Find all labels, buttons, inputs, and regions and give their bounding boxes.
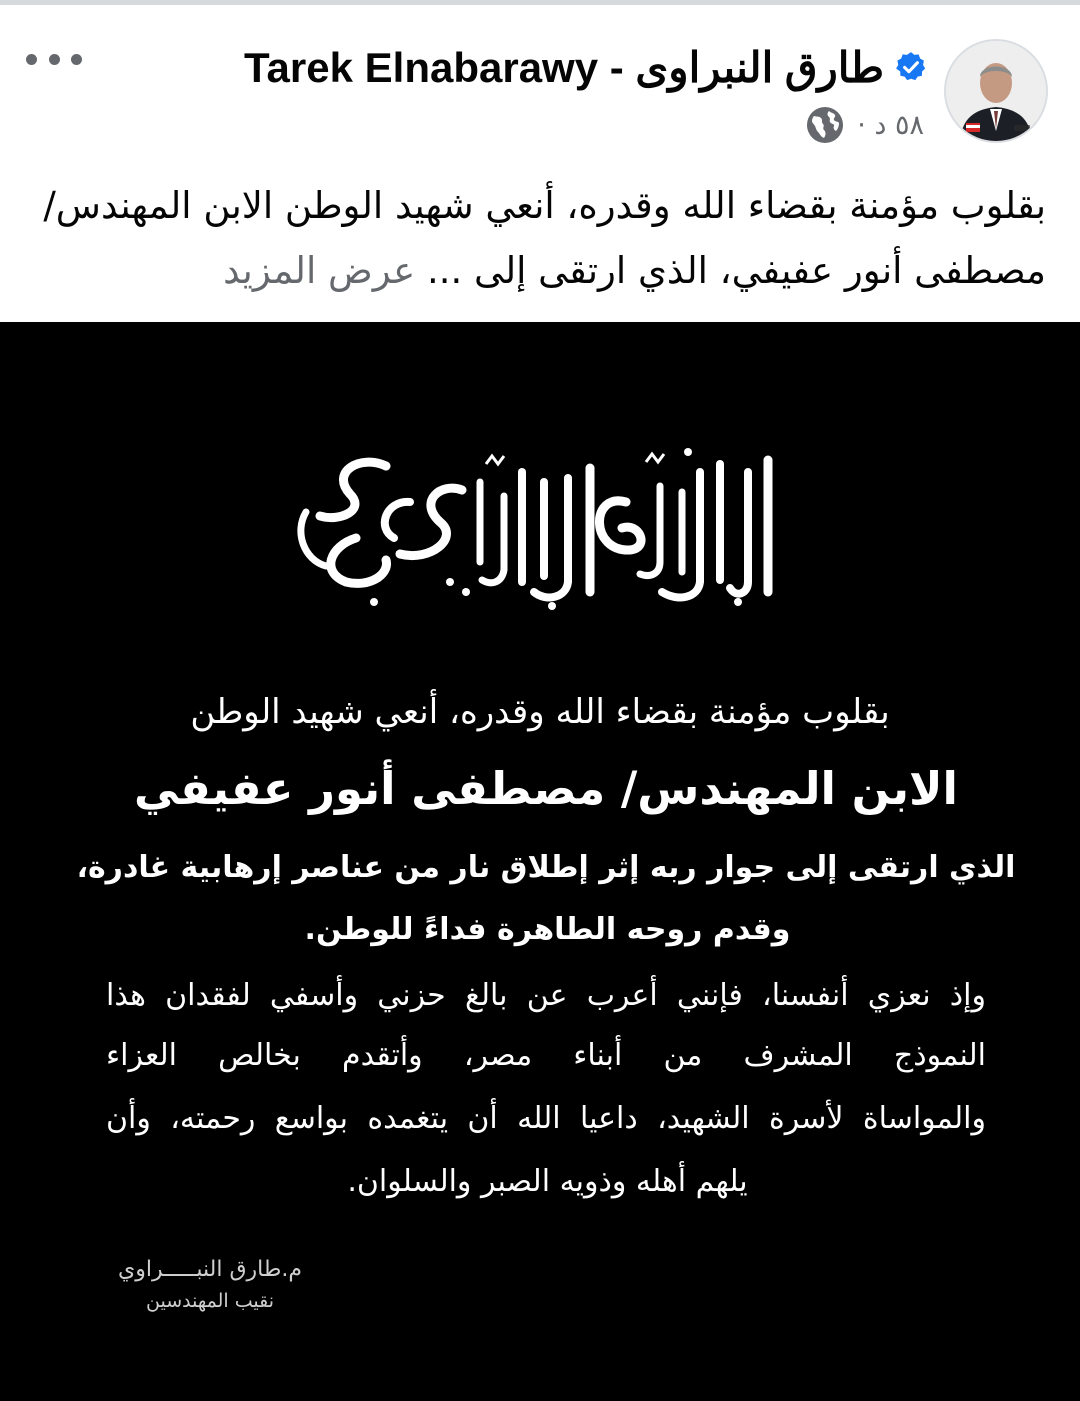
post-header: [0, 5, 1080, 165]
martyr-name-line: الابن المهندس/ مصطفى أنور عفيفي: [134, 762, 958, 815]
author-row: [244, 39, 928, 95]
signature-name: م.طارق النبـــــراوي: [118, 1257, 302, 1282]
condolence-line-3: الذي ارتقى إلى جوار ربه إثر إطلاق نار من عناصر إرهابية غادرة،: [76, 850, 1016, 885]
condolence-line-6: النموذج المشرف من أبناء مصر، وأتقدم بخالص العزاء: [106, 1038, 986, 1073]
avatar-image: [946, 41, 1046, 141]
condolence-line-1: بقلوب مؤمنة بقضاء الله وقدره، أنعي شهيد الوطن: [190, 692, 890, 732]
post-image[interactable]: [0, 322, 1080, 1401]
condolence-line-8: يلهم أهله وذويه الصبر والسلوان.: [347, 1164, 748, 1199]
caption-text: بقلوب مؤمنة بقضاء الله وقدره، أنعي شهيد الوطن الابن المهندس/ مصطفى أنور عفيفي، الذي ارتقى إلى ...: [43, 184, 1046, 292]
more-horizontal-icon: [26, 54, 37, 65]
more-dot: [49, 54, 60, 65]
condolence-line-7: والمواساة لأسرة الشهيد، داعيا الله أن يتغمده بواسع رحمته، وأن: [106, 1101, 986, 1136]
author-avatar[interactable]: [944, 39, 1048, 143]
verified-badge-icon: [894, 50, 928, 84]
calligraphy-image: [290, 442, 790, 617]
signature-block: [100, 1257, 320, 1312]
post-timestamp[interactable]: ٥٨ د ·: [857, 109, 924, 141]
globe-icon: [805, 105, 845, 145]
post-caption: [36, 173, 1046, 303]
post-meta-row: [805, 103, 924, 147]
more-options-button[interactable]: [26, 41, 82, 77]
author-name-link[interactable]: Tarek Elnabarawy - طارق النبراوى: [244, 43, 884, 91]
see-more-link[interactable]: عرض المزيد: [223, 249, 416, 292]
condolence-line-5: وإذ نعزي أنفسنا، فإنني أعرب عن بالغ حزني وأسفي لفقدان هذا: [106, 978, 986, 1013]
condolence-line-4: وقدم روحه الطاهرة فداءً للوطن.: [304, 912, 791, 947]
signature-title: نقيب المهندسين: [146, 1290, 274, 1312]
more-dot: [71, 54, 82, 65]
